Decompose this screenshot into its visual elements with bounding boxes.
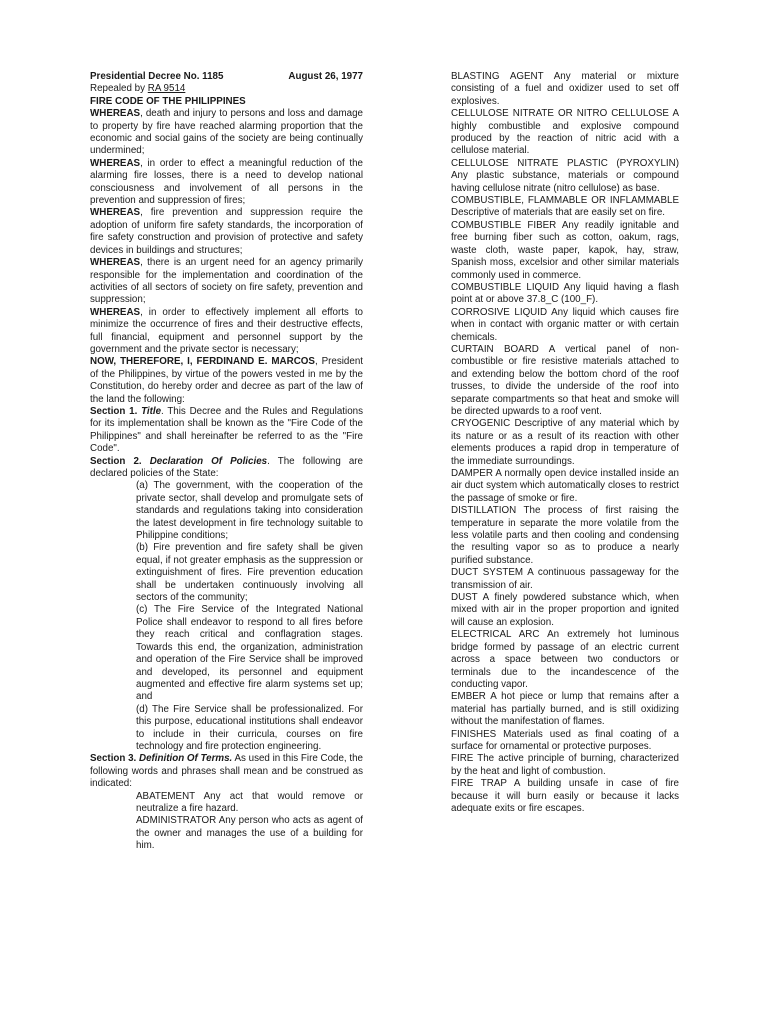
whereas-clause: WHEREAS, in order to effect a meaningful reduction of the alarming fire losses, there is a need to develop national consciousness and involvement of all persons in the prevention and suppression of fires; (90, 157, 363, 207)
repealed-prefix: Repealed by (90, 83, 146, 95)
definition-term: CRYOGENIC Descriptive of any material which by its nature or as a result of its reaction with other elements produces a rapid drop in temperature of the immediate surroundings. (451, 418, 679, 467)
definition-term: CURTAIN BOARD A vertical panel of non-combustible or fire resistive materials attached to and extending below the bottom chord of the roof trusses, to divide the underside of the roof into separate compartments so that heat and smoke will be directed upwards to a roof vent. (451, 343, 679, 417)
section-1: Section 1. Title. This Decree and the Rules and Regulations for its implementation shall be known as the "Fire Code of the Philippines" and shall hereinafter be referred to as the "Fire Code". (90, 405, 363, 455)
definition-term: COMBUSTIBLE, FLAMMABLE OR INFLAMMABLE Descriptive of materials that are easily set on fire. (451, 195, 679, 219)
definition-term: FIRE TRAP A building unsafe in case of fire because it will burn easily or because it lacks adequate exits or fire escapes. (451, 778, 679, 814)
left-column (90, 71, 363, 853)
definition-term: COMBUSTIBLE FIBER Any readily ignitable and free burning fiber such as cotton, oakum, rags, waste cloth, waste paper, kapok, hay, straw, Spanish moss, excelsior and other similar materials commonly used in commerce. (451, 219, 679, 281)
definition-term: BLASTING AGENT Any material or mixture consisting of a fuel and oxidizer used to set off explosives. (451, 71, 679, 107)
definition-term: FIRE The active principle of burning, characterized by the heat and light of combustion. (451, 753, 679, 777)
definition-term: DUST A finely powdered substance which, when mixed with air in the proper proportion and ignited will cause an explosion. (451, 592, 679, 628)
enacting-clause: NOW, THEREFORE, I, FERDINAND E. MARCOS, President of the Philippines, by virtue of the powers vested in me by the Constitution, do hereby order and decree as part of the law of the land the following: (90, 356, 363, 405)
definition-term: EMBER A hot piece or lump that remains after a material has partially burned, and is still oxidizing without the manifestation of flames. (451, 691, 679, 728)
repealed-line (90, 83, 363, 95)
definition-term: CELLULOSE NITRATE PLASTIC (PYROXYLIN) Any plastic substance, materials or compound having cellulose nitrate (nitro cellulose) as base. (451, 157, 679, 194)
definition-term: DAMPER A normally open device installed inside an air duct system which automatically closes to restrict the passage of smoke or fire. (451, 468, 679, 504)
document-title: FIRE CODE OF THE PHILIPPINES (90, 95, 246, 107)
decree-number: Presidential Decree No. 1185 (90, 71, 224, 82)
definition-term: ADMINISTRATOR Any person who acts as agent of the owner and manages the use of a building for him. (136, 815, 363, 852)
right-column (451, 71, 679, 815)
definition-term: DISTILLATION The process of first raising the temperature in separate the more volatile from the less volatile parts and then cooling and condensing the resulting vapor so as to produce a nearly purified substance. (451, 505, 679, 566)
policy-item: (d) The Fire Service shall be professionalized. For this purpose, educational institutions shall endeavor to include in their curricula, courses on fire technology and fire protection engineering. (136, 703, 363, 752)
policy-item: (b) Fire prevention and fire safety shall be given equal, if not greater emphasis as the suppression or extinguishment of fires. Fire prevention education shall be undertaken continuously involving all sectors of the community; (136, 542, 363, 604)
definition-term: FINISHES Materials used as final coating of a surface for ornamental or protective purposes. (451, 728, 679, 752)
definition-term: DUCT SYSTEM A continuous passageway for the transmission of air. (451, 567, 679, 591)
decree-date: August 26, 1977 (288, 71, 363, 82)
definition-term: COMBUSTIBLE LIQUID Any liquid having a flash point at or above 37.8_C (100_F). (451, 281, 679, 306)
whereas-clause: WHEREAS, fire prevention and suppression require the adoption of uniform fire safety standards, the incorporation of fire safety construction and provision of protective and safety devices in buildings and structures; (90, 207, 363, 256)
whereas-clause: WHEREAS, there is an urgent need for an agency primarily responsible for the implementation and coordination of the activities of all sectors of society on fire safety, prevention and suppression; (90, 257, 363, 306)
definition-term: ELECTRICAL ARC An extremely hot luminous bridge formed by passage of an electric current across a space between two conductors or terminals due to the incandescence of the conducting vapor. (451, 629, 679, 690)
whereas-clause: WHEREAS, in order to effectively implement all efforts to minimize the occurrence of fires and their destructive effects, full financial, equipment and personnel support by the government and the private sector is necessary; (90, 306, 363, 355)
definition-term: CELLULOSE NITRATE OR NITRO CELLULOSE A highly combustible and explosive compound produced by the reaction of nitric acid with a cellulose material. (451, 108, 679, 157)
decree-header (90, 71, 363, 83)
policy-item: (c) The Fire Service of the Integrated National Police shall endeavor to respond to all fires before they reach critical and conflagration stages. Towards this end, the organization, administration and operation of the Fire Service shall be improved and developed, its personnel and equipment augmented and effective fire alarm systems set up; and (136, 604, 363, 703)
policy-item: (a) The government, with the cooperation of the private sector, shall develop and promulgate sets of standards and regulations taking into consideration the latest development in fire technology suitable to Philippine conditions; (136, 480, 363, 542)
section-2: Section 2. Declaration Of Policies. The following are declared policies of the State: (90, 455, 364, 479)
whereas-clause: WHEREAS, death and injury to persons and loss and damage to property by fire have reached alarming proportion that the economic and social gains of the society are being continually undermined; (90, 108, 363, 157)
repealed-link[interactable]: RA 9514 (147, 83, 186, 95)
definition-term: ABATEMENT Any act that would remove or neutralize a fire hazard. (136, 790, 363, 814)
section-3: Section 3. Definition Of Terms. As used in this Fire Code, the following words and phrases shall mean and be construed as indicated: (90, 753, 363, 790)
definition-term: CORROSIVE LIQUID Any liquid which causes fire when in contact with organic matter or with certain chemicals. (451, 306, 679, 343)
